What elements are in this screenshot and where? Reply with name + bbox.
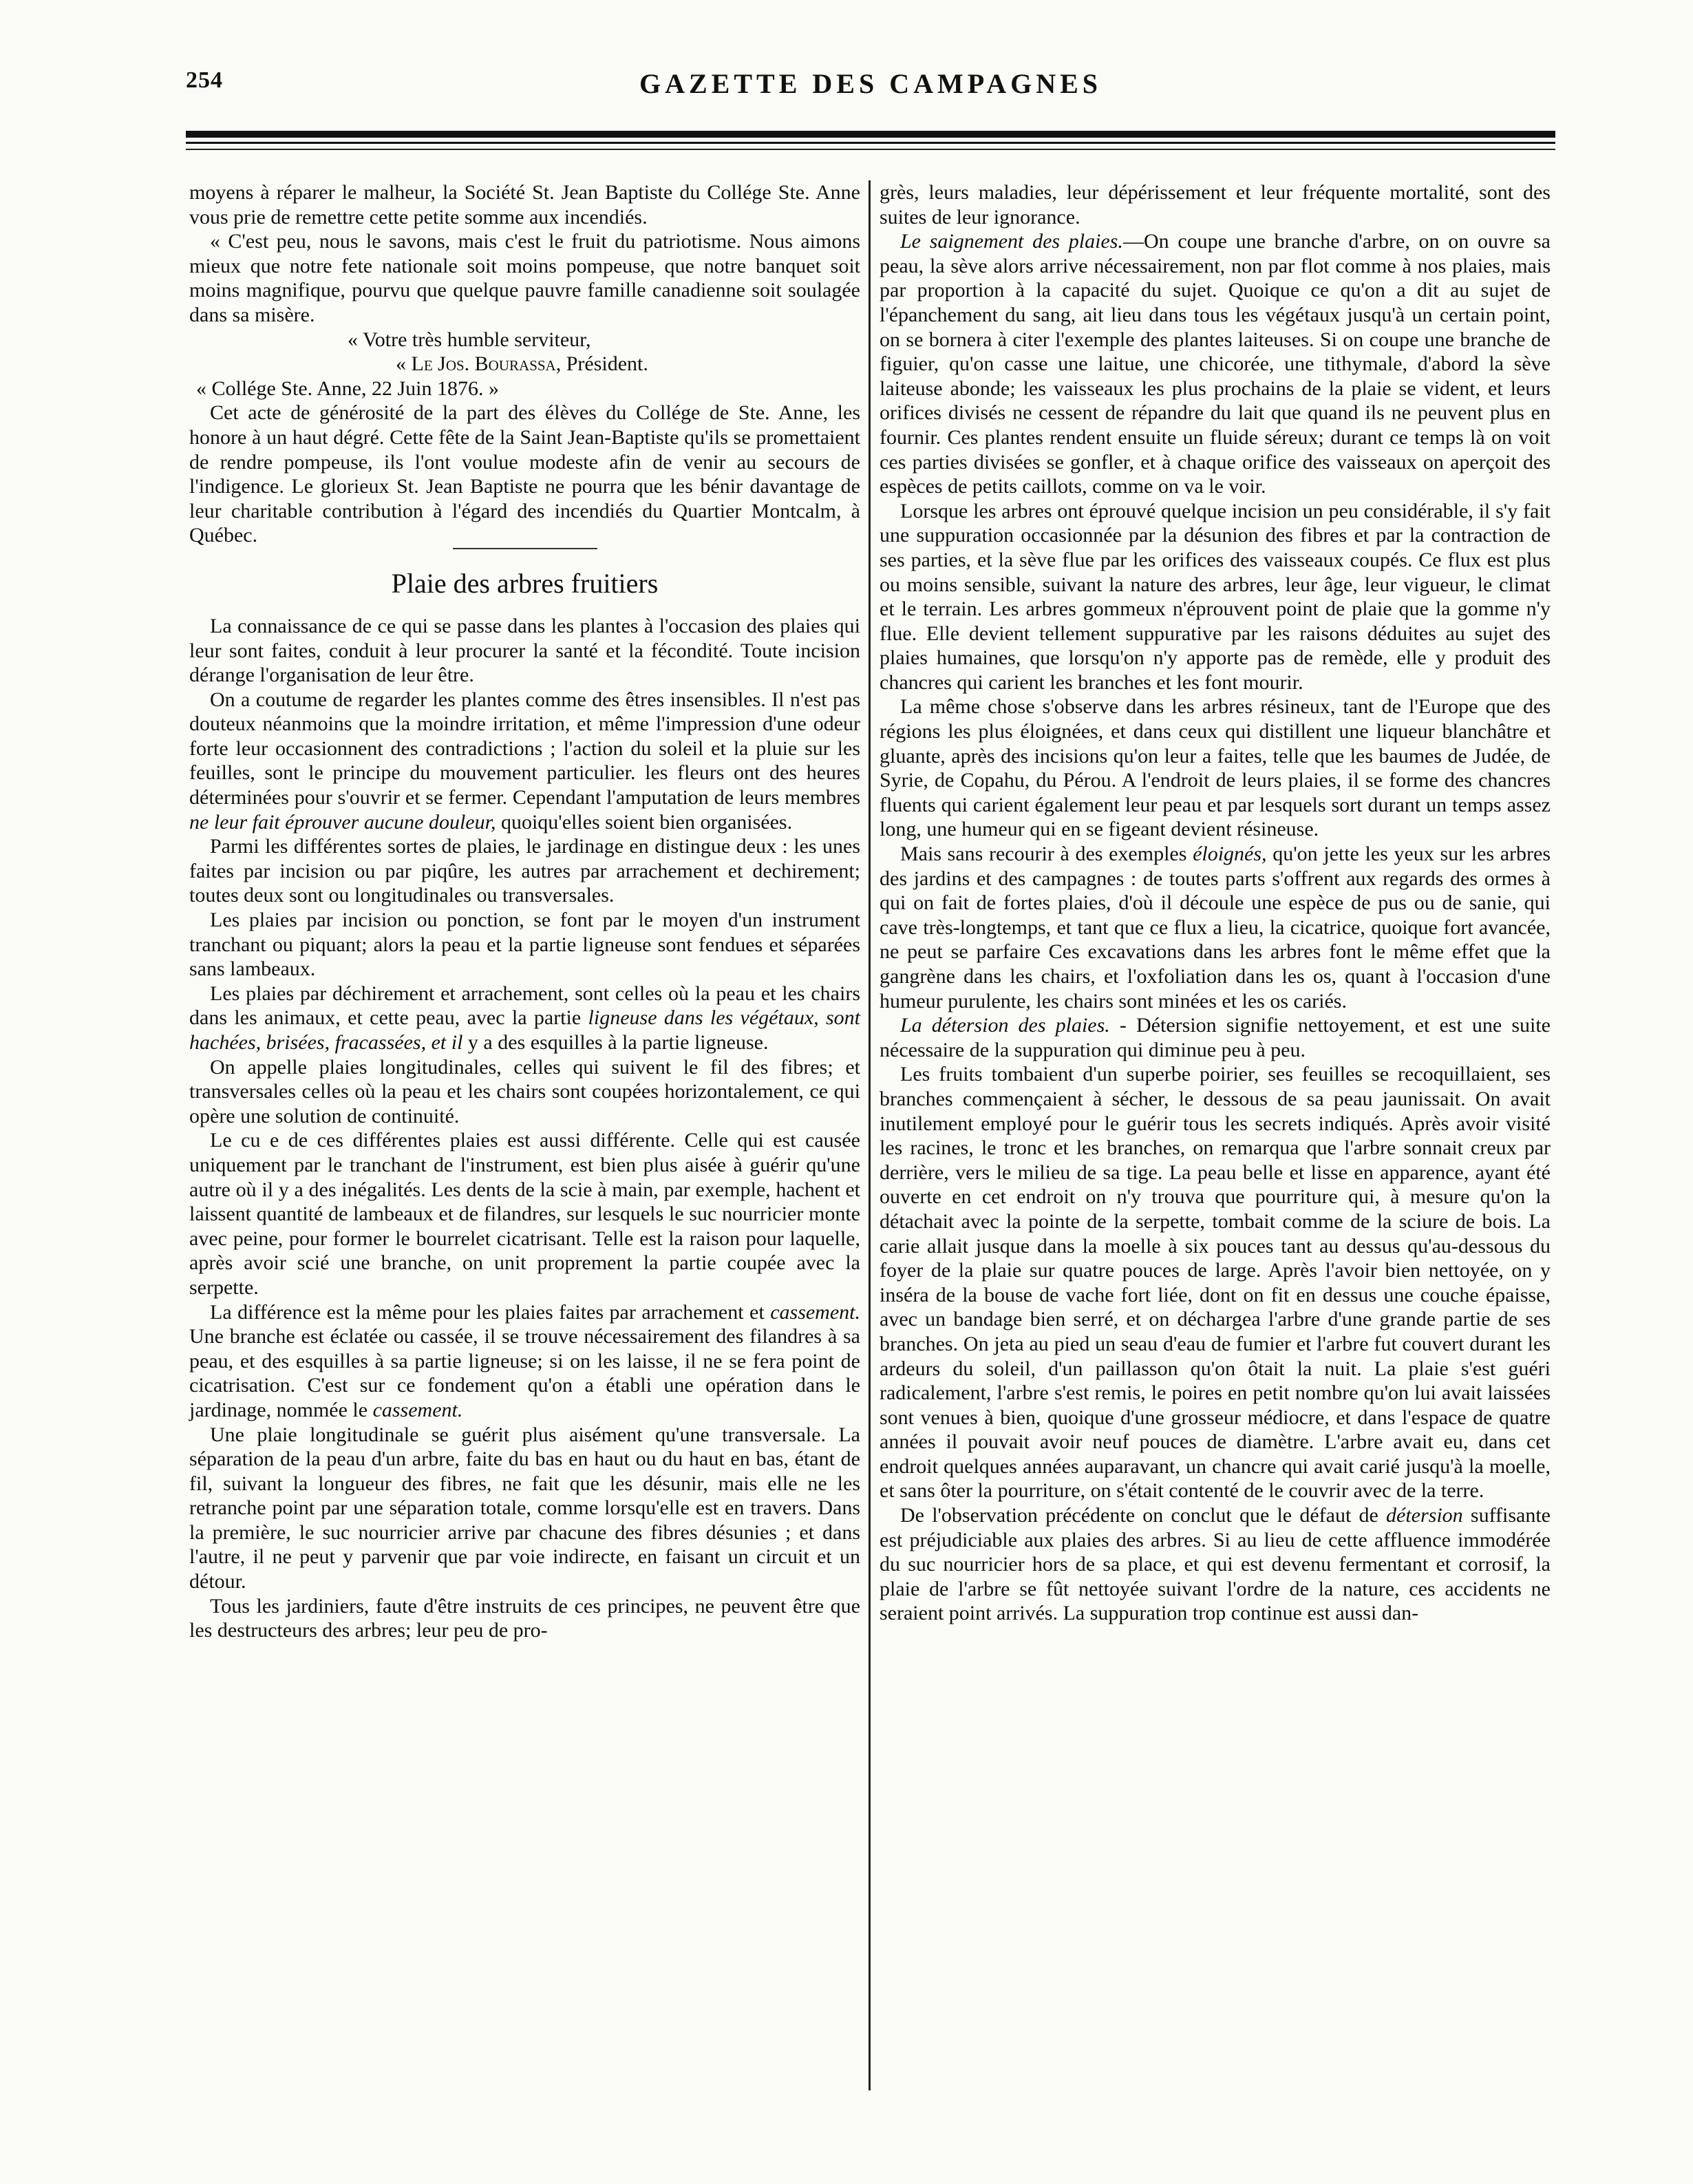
paragraph: Le cu e de ces différentes plaies est aussi différente. Celle qui est causée uniquement par le tranchant de l'instrument, est bien plus aisée à guérir qu'une autre où il y a des inégalités. Les dents de la scie à main, par exemple, hachent et laissent quantité de lambeaux et de filandres, sur lesquels le suc nourricier monte avec peine, pour former le bourrelet cicatrisant. Telle est la raison pour laquelle, après avoir scié une branche, on unit proprement la partie coupée avec la serpette. [189, 1129, 860, 1299]
text-run: On a coutume de regarder les plantes comme des êtres insensibles. Il n'est pas douteux néanmoins que la moindre irritation, et même l'impression d'une odeur forte leur occasionnent des contradictions ; l'action du soleil et la pluie sur les feuilles, sont le principe du mouvement particulier. les fleurs ont des heures déterminées pour s'ouvrir et se fermer. Cependant l'amputation de leurs membres [189, 688, 860, 809]
letter-signature [189, 352, 860, 377]
page-number: 254 [186, 67, 223, 93]
text-run: Une branche est éclatée ou cassée, il se trouve nécessairement des filandres à sa peau, et des esquilles à sa partie ligneuse; si on les laisse, il ne se fera point de cicatrisation. C'est sur ce fondement qu'on a établi une opération dans le jardinage, nommée le [189, 1325, 860, 1421]
text-run: qu'on jette les yeux sur les arbres des jardins et des campagnes : de toutes parts s'offrent aux regards des ormes à qui on fait de fortes plaies, d'où il découle une espèce de pus ou de sanie, qui cave très-longtemps, et tant que ce flux a lieu, la cicatrice, quoique fort avancée, ne peut se parfaire Ces excavations dans les arbres font le même effet que la gangrène dans les chairs, et l'oxfoliation dans les os, quant à l'occasion d'une humeur purulente, les chairs sont minées et les os cariés. [880, 842, 1551, 1013]
header-rule-thin [186, 142, 1555, 144]
paragraph [189, 688, 860, 835]
subheading-emphasis: Le saignement des plaies. [900, 230, 1123, 253]
emphasis: cassement. [372, 1398, 463, 1421]
text-run: - Détersion signifie nettoyement, et est une suite nécessaire de la suppuration qui diminue peu à peu. [880, 1014, 1551, 1061]
subheading-emphasis: La détersion des plaies. [900, 1014, 1110, 1037]
signature-prefix: « L [396, 352, 424, 376]
emphasis: éloignés, [1193, 842, 1267, 866]
paragraph: Les plaies par incision ou ponction, se font par le moyen d'un instrument tranchant ou piquant; alors la peau et la partie ligneuse sont fendues et séparées sans lambeaux. [189, 909, 860, 981]
paragraph: La même chose s'observe dans les arbres résineux, tant de l'Europe que des régions les plus éloignées, et dans ceux qui distillent une liqueur blanchâtre et gluante, après des incisions qu'on leur a faites, telle que les baumes de Judée, de Syrie, de Copahu, du Pérou. A l'endroit de leurs plaies, il se forme des chancres fluents qui carient également leur peau et par lesquels sort durant un temps assez long, une humeur qui en se figeant devient résineuse. [880, 695, 1551, 841]
text-run: quoiqu'elles soient bien organisées. [496, 810, 793, 834]
paragraph [880, 229, 1551, 499]
letter-dateline: « Collége Ste. Anne, 22 Juin 1876. » [196, 377, 499, 400]
text-run: De l'observation précédente on conclut que le défaut de [900, 1504, 1387, 1527]
text-run: y a des esquilles à la partie ligneuse. [462, 1031, 769, 1054]
text-run: La différence est la même pour les plaies faites par arrachement et [210, 1300, 771, 1324]
paragraph [880, 1013, 1551, 1062]
letter-closing: « Votre très humble serviteur, [348, 328, 591, 351]
text-run: suffisante est préjudiciable aux plaies des arbres. Si au lieu de cette affluence immodérée du suc nourricier hors de sa place, et qui est devenu fermentant et corrosif, la plaie de l'arbre se fût nettoyée suivant l'ordre de la nature, ces accidents ne seraient point arrivés. La suppuration trop continue est aussi dan- [880, 1504, 1551, 1625]
paragraph: Cet acte de générosité de la part des élèves du Collége de Ste. Anne, les honore à un haut dégré. Cette fête de la Saint Jean-Baptiste qu'ils se promettaient de rendre pompeuse, ils l'ont voulue modeste afin de venir au secours de l'indigence. Le glorieux St. Jean Baptiste ne pourra que les bénir davantage de leur charitable contribution à l'égard des incendiés du Quartier Montcalm, à Québec. [189, 401, 860, 547]
page-header [186, 67, 1555, 109]
paragraph: Une plaie longitudinale se guérit plus aisément qu'une transversale. La séparation de la peau d'un arbre, faite du bas en haut ou du haut en bas, étant de fil, suivant la longueur des fibres, ne fait que les désunir, mais elle ne les retranche point par une séparation totale, comme lorsqu'elle est en travers. Dans la première, le suc nourricier arrive par chacune des fibres désunies ; et dans l'autre, il ne peut y parvenir que par voie indirecte, en faisant un circuit et un détour. [189, 1423, 860, 1593]
paragraph: On appelle plaies longitudinales, celles qui suivent le fil des fibres; et transversales celles où la peau et les chairs sont coupées horizontalement, ce qui opère une solution de continuité. [189, 1055, 860, 1127]
paragraph: « C'est peu, nous le savons, mais c'est le fruit du patriotisme. Nous aimons mieux que notre fete nationale soit moins pompeuse, que notre banquet soit moins magnifique, pourvu que quelque pauvre famille canadienne soit soulagée dans sa misère. [189, 230, 860, 326]
text-run: Mais sans recourir à des exemples [900, 842, 1193, 866]
right-column [880, 180, 1551, 1626]
paragraph: Tous les jardiniers, faute d'être instruits de ces principes, ne peuvent être que les destructeurs des arbres; leur peu de pro- [189, 1594, 860, 1642]
emphasis: ligneuse dans les végétaux, sont hachées, brisées, fracassées, et il [189, 1006, 860, 1054]
paragraph: Parmi les différentes sortes de plaies, le jardinage en distingue deux : les unes faites par incision ou par piqûre, les autres par arrachement et dechirement; toutes deux sont ou longitudinales ou transversales. [189, 835, 860, 907]
paragraph: Les fruits tombaient d'un superbe poirier, ses feuilles se recoquillaient, ses branches commençaient à sécher, le dessous de sa peau jaunissait. On avait inutilement employé pour le guérir tous les secrets indiqués. Après avoir visité les racines, le tronc et les branches, on remarqua que l'arbre sonnait creux par derrière, vers le milieu de sa tige. La peau belle et lisse en apparence, ayant été ouverte en cet endroit on n'y trouva que pourriture qui, à mesure qu'on la détachait avec la pointe de la serpette, tombait comme de la sciure de bois. La carie allait jusque dans la moelle à six pouces tant au dessus qu'au-dessous du foyer de la plaie sur quatre pouces de large. Après l'avoir bien nettoyée, on y inséra de la bouse de vache fort liée, dont on fit en dessus une couche épaisse, avec un bandage bien serré, et on déchargea l'arbre d'une grande partie de ses branches. On jeta au pied un seau d'eau de fumier et l'arbre fut couvert durant les ardeurs du soleil, d'un paillasson qu'on ôtait la nuit. La plaie s'est guéri radicalement, l'arbre s'est remis, le poires en petit nombre qu'on lui avait laissées sont venues à bien, quoique d'une grosseur médiocre, et dans l'espace de quatre années il pouvait avoir neuf pouces de diamètre. L'arbre avait eu, dans cet endroit quelques années auparavant, un chancre qui avait carié jusqu'à la moelle, et sans ôter la pourriture, on s'était contenté de le couvrir avec de la terre. [880, 1063, 1551, 1503]
signature-name: e Jos. Bourassa, [423, 352, 562, 376]
header-rule-thin-lower [186, 149, 1555, 150]
text-run: —On coupe une branche d'arbre, on on ouvre sa peau, la sève alors arrive nécessairement, non par flot comme à nos plaies, mais par proportion à la capacité du sujet. Quoique ce qu'on a dit au sujet de l'épanchement du sang, ait lieu dans tous les végétaux jusqu'à un certain point, on se bornera à citer l'exemple des plantes laiteuses. Si on coupe une branche de figuier, qu'on casse une laitue, une chicorée, une tithymale, d'abord la sève laiteuse abonde; les vaisseaux les plus prochains de la plaie se vident, et leurs orifices divisés ne cessent de répandre du lait que quand ils ne peuvent plus en fournir. Ces plantes rendent ensuite un fluide séreux; durant ce temps là on voit ces parties divisées se gonfler, et à chaque orifice des vaisseaux on aperçoit des espèces de petits caillots, comme on va le voir. [880, 230, 1551, 498]
header-rule-thick [186, 131, 1555, 138]
column-divider [869, 180, 871, 2090]
paragraph [880, 842, 1551, 1013]
paragraph: Lorsque les arbres ont éprouvé quelque incision un peu considérable, il s'y fait une suppuration occasionnée par la désunion des fibres et par la contraction de ses parties, et la sève flue par les orifices des vaisseaux coupés. Ce flux est plus ou moins sensible, suivant la nature des arbres, leur âge, leur vigueur, le climat et le terrain. Les arbres gommeux n'éprouvent point de plaie que la gomme n'y flue. Elle devient tellement suppurative par les raisons déduites au sujet des plaies humaines, que lorsqu'on n'y apporte pas de remède, elle y produit des chancres qui carient les branches et les font mourir. [880, 499, 1551, 694]
newspaper-title: GAZETTE DES CAMPAGNES [639, 68, 1102, 99]
left-column [189, 180, 860, 1643]
section-rule [453, 548, 597, 549]
paragraph: grès, leurs maladies, leur dépérissement et leur fréquente mortalité, sont des suites de leur ignorance. [880, 181, 1551, 229]
signature-role: Président. [561, 352, 648, 376]
paragraph [880, 1503, 1551, 1626]
text-run: Les plaies par déchirement et arrachement, sont celles où la peau et les chairs dans les animaux, et cette peau, avec la partie [189, 982, 860, 1030]
emphasis: détersion [1386, 1504, 1463, 1527]
emphasis: cassement. [770, 1300, 860, 1324]
paragraph: La connaissance de ce qui se passe dans les plantes à l'occasion des plaies qui leur sont faites, conduit à leur procurer la santé et la fécondité. Toute incision dérange l'organisation de leur être. [189, 614, 860, 687]
paragraph [189, 1300, 860, 1423]
section-heading: Plaie des arbres fruitiers [391, 567, 659, 599]
paragraph [189, 982, 860, 1055]
emphasis: ne leur fait éprouver aucune douleur, [189, 810, 496, 834]
paragraph: moyens à réparer le malheur, la Société St. Jean Baptiste du Collége Ste. Anne vous prie de remettre cette petite somme aux incendiés. [189, 181, 860, 229]
